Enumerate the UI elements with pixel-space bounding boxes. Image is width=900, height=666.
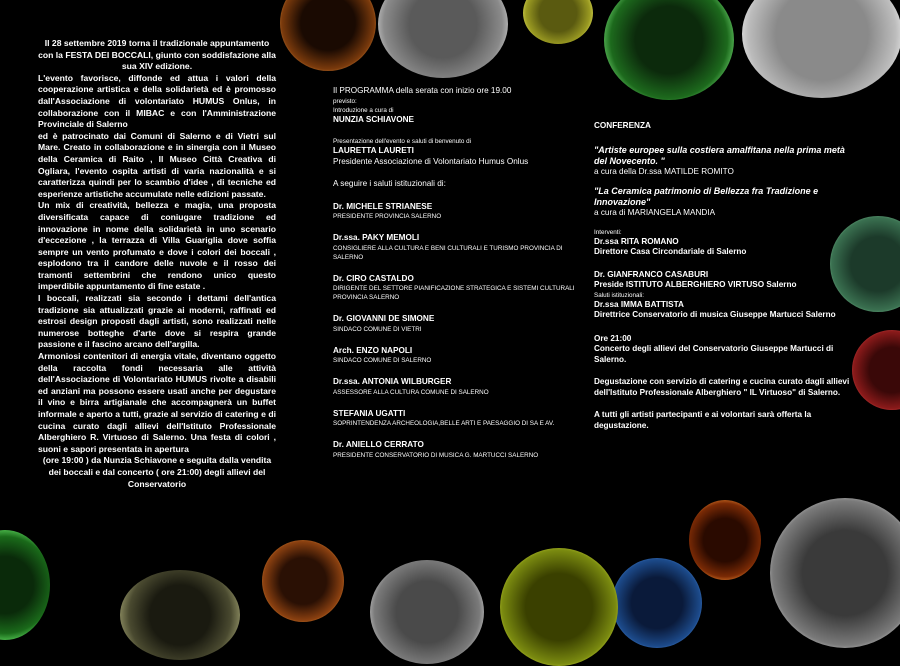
speaker-entry bbox=[333, 274, 583, 303]
thanks-text: A tutti gli artisti partecipanti e ai volontari sarà offerta la degustazione. bbox=[594, 410, 812, 430]
intro-label: Introduzione a cura di bbox=[333, 106, 394, 114]
paragraph: Il 28 settembre 2019 torna il tradizionale appuntamento con la FESTA DEI BOCCALI, giunto con soddisfazione alla sua XIV edizione. bbox=[38, 38, 276, 72]
speaker-name: Dr. ANIELLO CERRATO bbox=[333, 440, 424, 449]
bubble-green-top bbox=[604, 0, 734, 100]
conference-column bbox=[594, 121, 859, 431]
bubble-yellow-top bbox=[523, 0, 593, 44]
speaker-entry bbox=[333, 314, 583, 334]
speaker-name: Dr.ssa. PAKY MEMOLI bbox=[333, 233, 420, 242]
speaker-name: Dr. CIRO CASTALDO bbox=[333, 273, 414, 283]
welcome-label: Presentazione dell'evento e saluti di benvenuto di bbox=[333, 138, 472, 145]
greetings-label: A seguire i saluti istituzionali di: bbox=[333, 179, 446, 188]
talk-2-title: "La Ceramica patrimonio di Bellezza fra Tradizione e Innovazione" bbox=[594, 186, 819, 207]
intro-name: NUNZIA SCHIAVONE bbox=[333, 114, 414, 124]
interventi-label: Interventi: bbox=[594, 228, 622, 236]
speaker-role: SINDACO COMUNE DI VIETRI bbox=[333, 325, 422, 333]
speaker-role: DIRIGENTE DEL SETTORE PIANIFICAZIONE STRATEGICA E SISTEMI CULTURALI PROVINCIA SALERNO bbox=[333, 285, 575, 301]
bubble-yellow-bottom bbox=[500, 548, 618, 666]
speaker-name: Arch. ENZO NAPOLI bbox=[333, 345, 413, 355]
participant-name: Dr.ssa RITA ROMANO bbox=[594, 236, 679, 246]
bubble-green-bottomleft bbox=[0, 530, 50, 640]
paragraph: Armoniosi contenitori di energia vitale, diventano oggetto della raccolta fondi necessaria alle attività dell'Associazione di Volontariato HUMUS rivolte a disabili ed anziani ma possono essere usati anche per degustare il vino e birra artigianale che accompagnerà un buffet informale e aperto a tutti, grazie al servizio di catering e di cucina curato dagli allievi dell'Istituto Professionale Alberghiero R. Virtuoso di Salerno. Una festa di colori , suoni e sapori presentata in apertura bbox=[38, 351, 276, 454]
speaker-list bbox=[333, 202, 583, 460]
welcome-role: Presidente Associazione di Volontariato Humus Onlus bbox=[333, 156, 529, 166]
bubble-orange-right bbox=[689, 500, 761, 580]
bubble-white-topright bbox=[742, 0, 900, 98]
speaker-role: ASSESSORE ALLA CULTURA COMUNE DI SALERNO bbox=[333, 388, 489, 396]
bubble-red-right bbox=[852, 330, 900, 410]
talk-2-speaker: a cura di MARIANGELA MANDIA bbox=[594, 208, 716, 217]
saluti-label: Saluti istituzionali: bbox=[594, 291, 645, 299]
program-intro: Il PROGRAMMA della serata con inizio ore 19.00 bbox=[333, 86, 512, 95]
speaker-role: PRESIDENTE CONSERVATORIO DI MUSICA G. MARTUCCI SALERNO bbox=[333, 451, 539, 459]
talk-1-speaker: a cura della Dr.ssa MATILDE ROMITO bbox=[594, 166, 734, 176]
speaker-role: SOPRINTENDENZA ARCHEOLOGIA,BELLE ARTI E PAESAGGIO DI SA E AV. bbox=[333, 420, 555, 427]
conference-title: CONFERENZA bbox=[594, 121, 651, 130]
speaker-name: Dr. MICHELE STRIANESE bbox=[333, 201, 433, 211]
concert-time: Ore 21:00 bbox=[594, 333, 632, 343]
speaker-entry bbox=[333, 409, 583, 429]
bubble-gray-bottom bbox=[370, 560, 484, 664]
bubble-blue-bottom bbox=[612, 558, 702, 648]
talk-1-title: "Artiste europee sulla costiera amalfitana nella prima metà del Novecento. " bbox=[594, 144, 845, 166]
speaker-name: Dr.ssa. ANTONIA WILBURGER bbox=[333, 377, 452, 386]
speaker-name: STEFANIA UGATTI bbox=[333, 408, 406, 418]
intro-text-column bbox=[38, 38, 276, 490]
participant-role: Direttrice Conservatorio di musica Giuseppe Martucci Salerno bbox=[594, 310, 836, 319]
speaker-role: CONSIGLIERE ALLA CULTURA E BENI CULTURALI E TURISMO PROVINCIA DI SALERNO bbox=[333, 244, 563, 261]
speaker-entry bbox=[333, 346, 583, 366]
participant-name: Dr. GIANFRANCO CASABURI bbox=[594, 269, 709, 279]
participant-role: Preside ISTITUTO ALBERGHIERO VIRTUSO Salerno bbox=[594, 280, 797, 289]
program-column bbox=[333, 86, 583, 460]
speaker-name: Dr. GIOVANNI DE SIMONE bbox=[333, 314, 435, 323]
bubble-gray-top bbox=[378, 0, 508, 78]
speaker-entry bbox=[333, 377, 583, 397]
speaker-role: SINDACO COMUNE DI SALERNO bbox=[333, 357, 432, 364]
paragraph: L'evento favorisce, diffonde ed attua i valori della cooperazione artistica e della solidarietà ed è promosso dall'Associazione di volontariato HUMUS Onlus, in collaborazione con il MIBAC e con l'Amministrazione Provinciale di Salerno bbox=[38, 72, 276, 130]
paragraph: Un mix di creatività, bellezza e magia, una proposta diversificata capace di coniugare tradizione ed innovazione in nome della solidarietà in uno scenario d'eccezione , la terrazza di Villa Guariglia dove soffia sempre un vento profumato e dove i colori dei boccali , esplodono tra il candore delle nuvole e il rosso dei tramonti settembrini che rendono unico questo imperdibile appuntamento di fine estate . bbox=[38, 200, 276, 292]
bubble-orange-top bbox=[280, 0, 376, 71]
participant-role: Direttore Casa Circondariale di Salerno bbox=[594, 247, 747, 256]
paragraph: ed è patrocinato dai Comuni di Salerno e di Vietri sul Mare. Creato in collaborazione e in sinergia con il Museo della Ceramica di Raito , Il Museo Città Creativa di Ogliara, l'evento ospita artisti di varia nazionalità e si caratterizza quindi per lo scambio d'idee , di tecniche ed esperienze artistiche accumulate nelle edizioni passate. bbox=[38, 130, 276, 199]
speaker-entry bbox=[333, 202, 583, 222]
paragraph: (ore 19:00 ) da Nunzia Schiavone e seguita dalla vendita dei boccali e dal concerto ( ore 21:00) degli allievi del Conservatorio bbox=[42, 455, 272, 489]
tasting-text: Degustazione con servizio di catering e cucina curato dagli allievi dell'Istituto Professionale Alberghiero " IL Virtuoso" di Salerno. bbox=[594, 377, 850, 397]
speaker-role: PRESIDENTE PROVINCIA SALERNO bbox=[333, 213, 442, 220]
speaker-entry bbox=[333, 440, 583, 460]
welcome-name: LAURETTA LAURETI bbox=[333, 146, 414, 155]
concert-text: Concerto degli allievi del Conservatorio Giuseppe Martucci di Salerno. bbox=[594, 344, 834, 364]
bubble-white-bottomright bbox=[770, 498, 900, 648]
bubble-dark-bottomleft bbox=[120, 570, 240, 660]
participant-name: Dr.ssa IMMA BATTISTA bbox=[594, 299, 684, 309]
bubble-orange-bottom bbox=[262, 540, 344, 622]
previsto-label: previsto: bbox=[333, 97, 357, 105]
paragraph: I boccali, realizzati sia secondo i dettami dell'antica tradizione sia attualizzati grazie ai moderni, raffinati ed estrosi design proposti dagli artisti, sono realizzati nelle numerose botteghe d'arte dove si respira grande passione e il fascino arcano dell'argilla. bbox=[38, 293, 276, 350]
speaker-entry bbox=[333, 233, 583, 262]
